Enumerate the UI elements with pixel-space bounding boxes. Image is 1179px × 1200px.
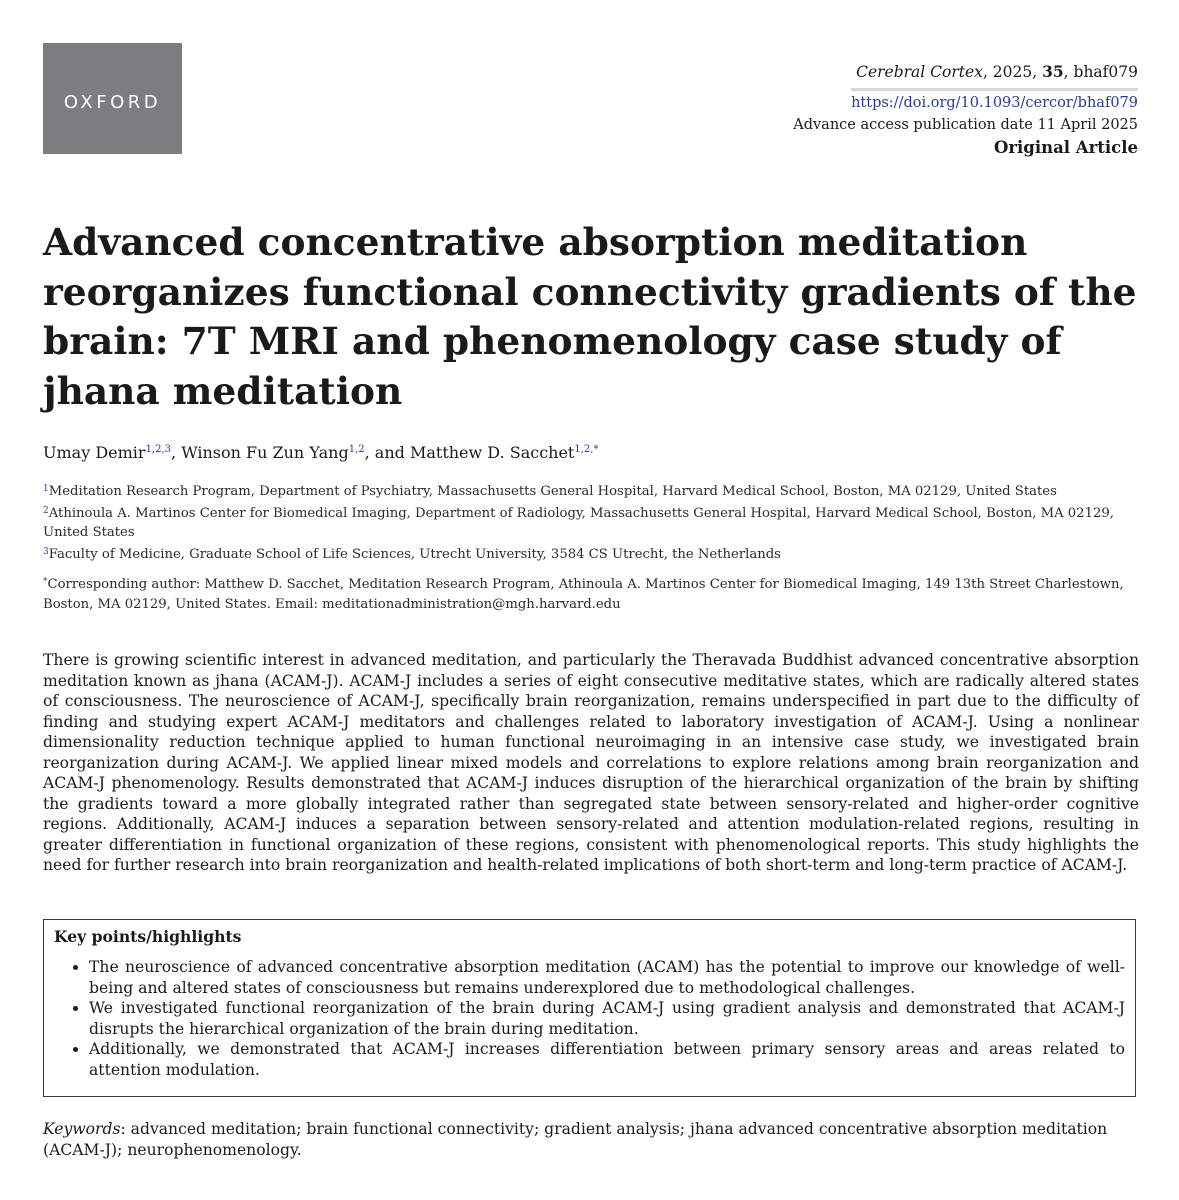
keywords [43, 1119, 1139, 1160]
author-list [43, 439, 598, 464]
keywords-label: Keywords [43, 1120, 121, 1138]
affiliations [43, 480, 1141, 614]
paper-title: Advanced concentrative absorption meditation reorganizes functional connectivity gradients of the brain: 7T MRI and phenomenology case study of jhana meditation [43, 220, 1137, 413]
publication-date: Advance access publication date 11 April 2025 [793, 117, 1138, 133]
doi-link[interactable]: https://doi.org/10.1093/cercor/bhaf079 [851, 88, 1138, 112]
corresponding-text: Corresponding author: Matthew D. Sacchet, Meditation Research Program, Athinoula A. Martinos Center for Biomedical Imaging, 149 13th Street Charlestown, Boston, MA 02129, United States. Email: meditationadministration@mgh.harvard.edu [43, 577, 1124, 612]
author-name[interactable]: Umay Demir [43, 443, 146, 462]
journal-citation [793, 60, 1138, 84]
corresponding-mark: * [43, 577, 48, 587]
keywords-text: : advanced meditation; brain functional connectivity; gradient analysis; jhana advanced concentrative absorption meditation (ACAM-J); neurophenomenology. [43, 1120, 1108, 1159]
journal-year: , 2025, [982, 63, 1043, 81]
article-type: Original Article [993, 138, 1138, 157]
affiliation-mark: 3 [43, 546, 49, 557]
affiliation-text: Faculty of Medicine, Graduate School of Life Sciences, Utrecht University, 3584 CS Utrecht, the Netherlands [48, 546, 781, 562]
affiliation-item [43, 502, 1141, 543]
key-point-item: • We investigated functional reorganization of the brain during ACAM-J using gradient analysis and demonstrated that ACAM-J disrupts the hierarchical organization of the brain during meditation. [89, 998, 1125, 1039]
author-separator: , [171, 443, 182, 462]
key-point-item: • Additionally, we demonstrated that ACAM-J increases differentiation between primary sensory areas and areas related to attention modulation. [89, 1039, 1125, 1080]
affiliation-mark: 2 [43, 505, 49, 516]
affiliation-text: Athinoula A. Martinos Center for Biomedical Imaging, Department of Radiology, Massachusetts General Hospital, Harvard Medical School, Boston, MA 02129, United States [43, 505, 1114, 540]
journal-name: Cerebral Cortex [856, 63, 983, 81]
abstract: There is growing scientific interest in advanced meditation, and particularly the Theravada Buddhist advanced concentrative absorption meditation known as jhana (ACAM-J). ACAM-J includes a series of eight consecutive meditative states, which are radically altered states of consciousness. The neuroscience of ACAM-J, specifically brain reorganization, remains underspecified in part due to the difficulty of finding and studying expert ACAM-J meditators and challenges related to laboratory investigation of ACAM-J. Using a nonlinear dimensionality reduction technique applied to human functional neuroimaging in an intensive case study, we investigated brain reorganization during ACAM-J. We applied linear mixed models and correlations to explore relations among brain reorganization and ACAM-J phenomenology. Results demonstrated that ACAM-J induces disruption of the hierarchical organization of the brain by shifting the gradients toward a more globally integrated rather than segregated state between sensory-related and higher-order cognitive regions. Additionally, ACAM-J induces a separation between sensory-related and attention modulation-related regions, resulting in greater differentiation in functional organization of these regions, consistent with phenomenological reports. This study highlights the need for further research into brain reorganization and health-related implications of both short-term and long-term practice of ACAM-J. [43, 651, 1139, 874]
key-points-list [54, 957, 1125, 1080]
author-affiliation-marks: 1,2 [348, 444, 365, 455]
author-affiliation-marks: 1,2,3 [145, 444, 172, 455]
journal-volume: 35 [1042, 62, 1064, 81]
journal-info [793, 60, 1138, 160]
author-name[interactable]: Matthew D. Sacchet [409, 443, 575, 462]
journal-article-id: , bhaf079 [1063, 63, 1138, 81]
affiliation-text: Meditation Research Program, Department of Psychiatry, Massachusetts General Hospital, Harvard Medical School, Boston, MA 02129, United States [48, 484, 1057, 499]
author-separator: , and [364, 443, 410, 462]
key-points-box [43, 919, 1136, 1097]
affiliation-mark: 1 [43, 484, 49, 494]
author-name[interactable]: Winson Fu Zun Yang [181, 443, 349, 462]
author-affiliation-marks: 1,2,* [574, 444, 599, 455]
affiliation-item [43, 480, 1141, 502]
corresponding-author [43, 573, 1141, 614]
publisher-logo-text: OXFORD [63, 92, 162, 113]
affiliation-item [43, 543, 1141, 565]
publisher-logo [43, 43, 182, 154]
key-point-item: • The neuroscience of advanced concentrative absorption meditation (ACAM) has the potential to improve our knowledge of well-being and altered states of consciousness but remains underexplored due to methodological challenges. [89, 957, 1125, 998]
key-points-heading: Key points/highlights [54, 927, 242, 946]
